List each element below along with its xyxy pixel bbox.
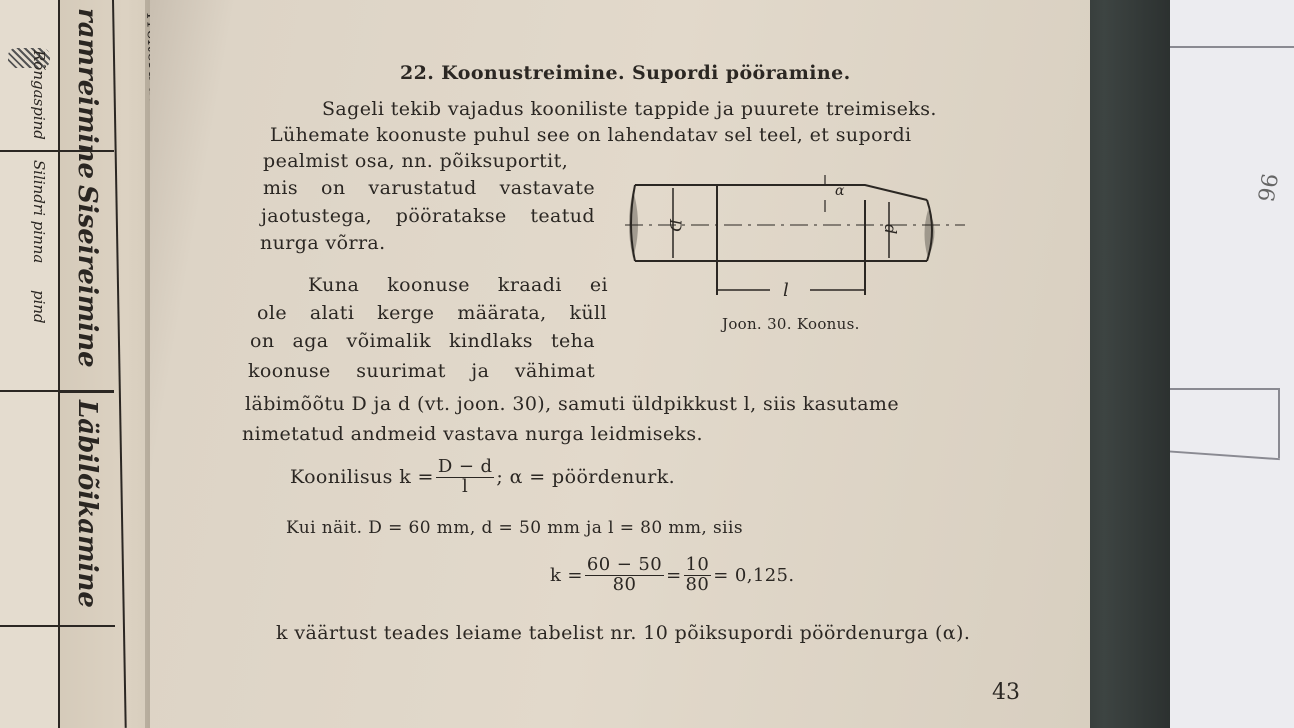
- example-line: Kui näit. D = 60 mm, d = 50 mm ja l = 80 mm, siis: [286, 518, 743, 538]
- paragraph-line: pealmist osa, nn. põiksuportit,: [263, 150, 569, 172]
- table-divider: [0, 390, 60, 392]
- table-border: [58, 0, 60, 728]
- table-border: [112, 0, 127, 728]
- formula-prefix: k =: [550, 564, 583, 586]
- cone-top-edge: [635, 185, 927, 200]
- formula-prefix: Koonilisus k =: [290, 466, 434, 489]
- fraction-denominator: 80: [685, 573, 710, 595]
- paragraph-line: koonuse suurimat ja vähimat: [248, 360, 595, 382]
- formula-example: [550, 556, 795, 595]
- label-D: D: [666, 219, 685, 232]
- paper-line: [1278, 388, 1280, 458]
- paragraph-line: Lühemate koonuste puhul see on lahendatav sel teel, et supordi: [270, 124, 912, 146]
- fraction: [585, 556, 664, 595]
- small-word: pind: [30, 290, 48, 324]
- left-hatch: [629, 190, 638, 258]
- page-number: 43: [992, 680, 1020, 705]
- tab-word: Siseireimine: [72, 185, 102, 368]
- fraction: [684, 556, 712, 595]
- label-d: d: [881, 224, 900, 235]
- table-divider: [0, 150, 60, 152]
- pencil-mark: 96: [1251, 171, 1282, 204]
- table-divider: [0, 625, 115, 627]
- fraction: [436, 458, 494, 497]
- page-title: 22. Koonustreimine. Supordi pööramine.: [400, 62, 851, 84]
- fraction-numerator: 10: [685, 554, 710, 575]
- tab-word: ramreimine: [72, 8, 102, 180]
- table-divider: [60, 390, 114, 393]
- paragraph-line: Kuna koonuse kraadi ei: [308, 274, 608, 296]
- right-hatch: [925, 210, 935, 258]
- formula-suffix: ; α = pöördenurk.: [496, 466, 676, 489]
- formula-result: = 0,125.: [713, 564, 795, 586]
- paper-line: [1150, 46, 1294, 48]
- paragraph-line: jaotustega, pööratakse teatud: [261, 205, 595, 227]
- fraction-denominator: l: [462, 475, 469, 497]
- label-l: l: [783, 280, 789, 301]
- paragraph-line: Sageli tekib vajadus kooniliste tappide ja puurete treimiseks.: [322, 98, 937, 120]
- paragraph-line: mis on varustatud vastavate: [263, 177, 595, 199]
- paragraph-line: nimetatud andmeid vastava nurga leidmiseks.: [242, 423, 703, 445]
- label-alpha: α: [835, 183, 845, 199]
- figure-caption: Joon. 30. Koonus.: [722, 315, 860, 333]
- final-line: k väärtust teades leiame tabelist nr. 10 põiksupordi pöördenurga (α).: [276, 622, 971, 644]
- paragraph-line: ole alati kerge määrata, küll: [257, 302, 607, 324]
- paragraph-line: läbimõõtu D ja d (vt. joon. 30), samuti üldpikkust l, siis kasutame: [245, 393, 899, 415]
- paragraph-line: on aga võimalik kindlaks teha: [250, 330, 595, 352]
- small-word: Silindri pinna: [30, 160, 48, 264]
- paragraph-line: nurga võrra.: [260, 232, 386, 254]
- formula-koonilisus: [290, 458, 675, 497]
- small-word: Rõngaspind: [30, 50, 48, 140]
- fraction-numerator: 60 − 50: [586, 554, 663, 575]
- cone-figure: [625, 170, 970, 305]
- fraction-denominator: 80: [612, 573, 637, 595]
- equals-sign: =: [666, 564, 682, 586]
- tab-word: Läbilõikamine: [72, 400, 102, 608]
- fraction-numerator: D − d: [437, 456, 493, 477]
